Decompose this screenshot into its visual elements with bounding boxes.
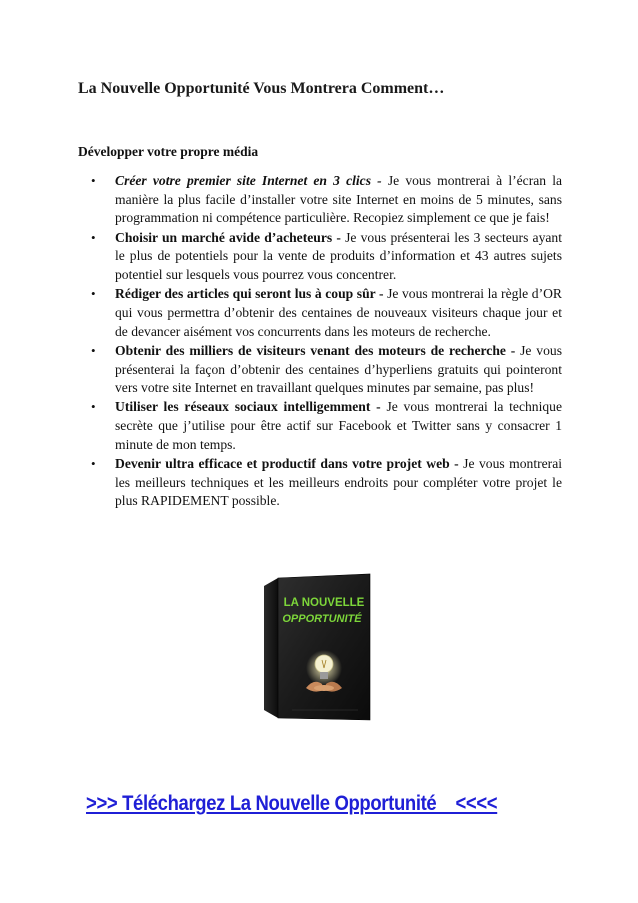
feature-item bbox=[80, 172, 562, 228]
feature-item bbox=[80, 285, 562, 341]
feature-lead: Créer votre premier site Internet en 3 clics - bbox=[115, 173, 382, 188]
product-box-image bbox=[262, 572, 374, 722]
lightbulb-icon bbox=[306, 650, 342, 686]
feature-item bbox=[80, 398, 562, 454]
feature-text: Je vous montrerai la règle d’OR qui vous permettra d’obtenir des centaines de nouveaux visiteurs chaque jour et de devancer aisément vos concurrents dans les moteurs de recherche. bbox=[115, 286, 562, 339]
section-subheading: Développer votre propre média bbox=[78, 144, 259, 159]
feature-text: Je vous montrerai à l’écran la manière la plus facile d’installer votre site Internet en moins de 5 minutes, sans programmation ni compétence particulière. Recopiez simplement ce que je fais! bbox=[115, 173, 563, 226]
feature-lead: Obtenir des milliers de visiteurs venant des moteurs de recherche - bbox=[115, 342, 516, 358]
feature-lead: Rédiger des articles qui seront lus à coup sûr - bbox=[115, 286, 384, 302]
feature-lead: Utiliser les réseaux sociaux intelligemment - bbox=[115, 399, 381, 415]
product-title-line2: OPPORTUNITÉ bbox=[282, 613, 362, 625]
feature-text: Je vous présenterai les 3 secteurs ayant le plus de potentiels pour la vente de produits d’information et 43 autres sujets potentiel sur lesquels vous pourrez vous concentrer. bbox=[115, 229, 562, 283]
feature-text: Je vous montrerai les meilleurs techniques et les meilleurs endroits pour compléter votre projet le plus RAPIDEMENT possible. bbox=[115, 456, 563, 509]
feature-item bbox=[80, 455, 562, 511]
product-title-line1: LA NOUVELLE bbox=[283, 597, 365, 609]
feature-text: Je vous montrerai la technique secrète que j’utilise pour être actif sur Facebook et Twitter sans y consacrer 1 minute de mon temps. bbox=[115, 399, 562, 452]
dvd-case-illustration bbox=[262, 572, 374, 722]
feature-lead: Devenir ultra efficace et productif dans votre projet web - bbox=[115, 456, 459, 472]
page-heading: La Nouvelle Opportunité Vous Montrera Comment… bbox=[78, 80, 445, 97]
feature-item bbox=[80, 229, 562, 285]
feature-text: Je vous présenterai la façon d’obtenir des centaines d’hyperliens gratuits qui pointeront vers votre site Internet en travaillant quelques minutes par semaine, pas plus! bbox=[115, 342, 562, 396]
feature-lead: Choisir un marché avide d’acheteurs - bbox=[115, 229, 341, 245]
dvd-spine bbox=[264, 578, 278, 718]
download-link[interactable]: >>> Téléchargez La Nouvelle Opportunité <<<< bbox=[86, 792, 498, 815]
feature-item bbox=[80, 342, 562, 398]
dvd-front-cover bbox=[278, 574, 370, 720]
feature-list bbox=[80, 172, 562, 512]
